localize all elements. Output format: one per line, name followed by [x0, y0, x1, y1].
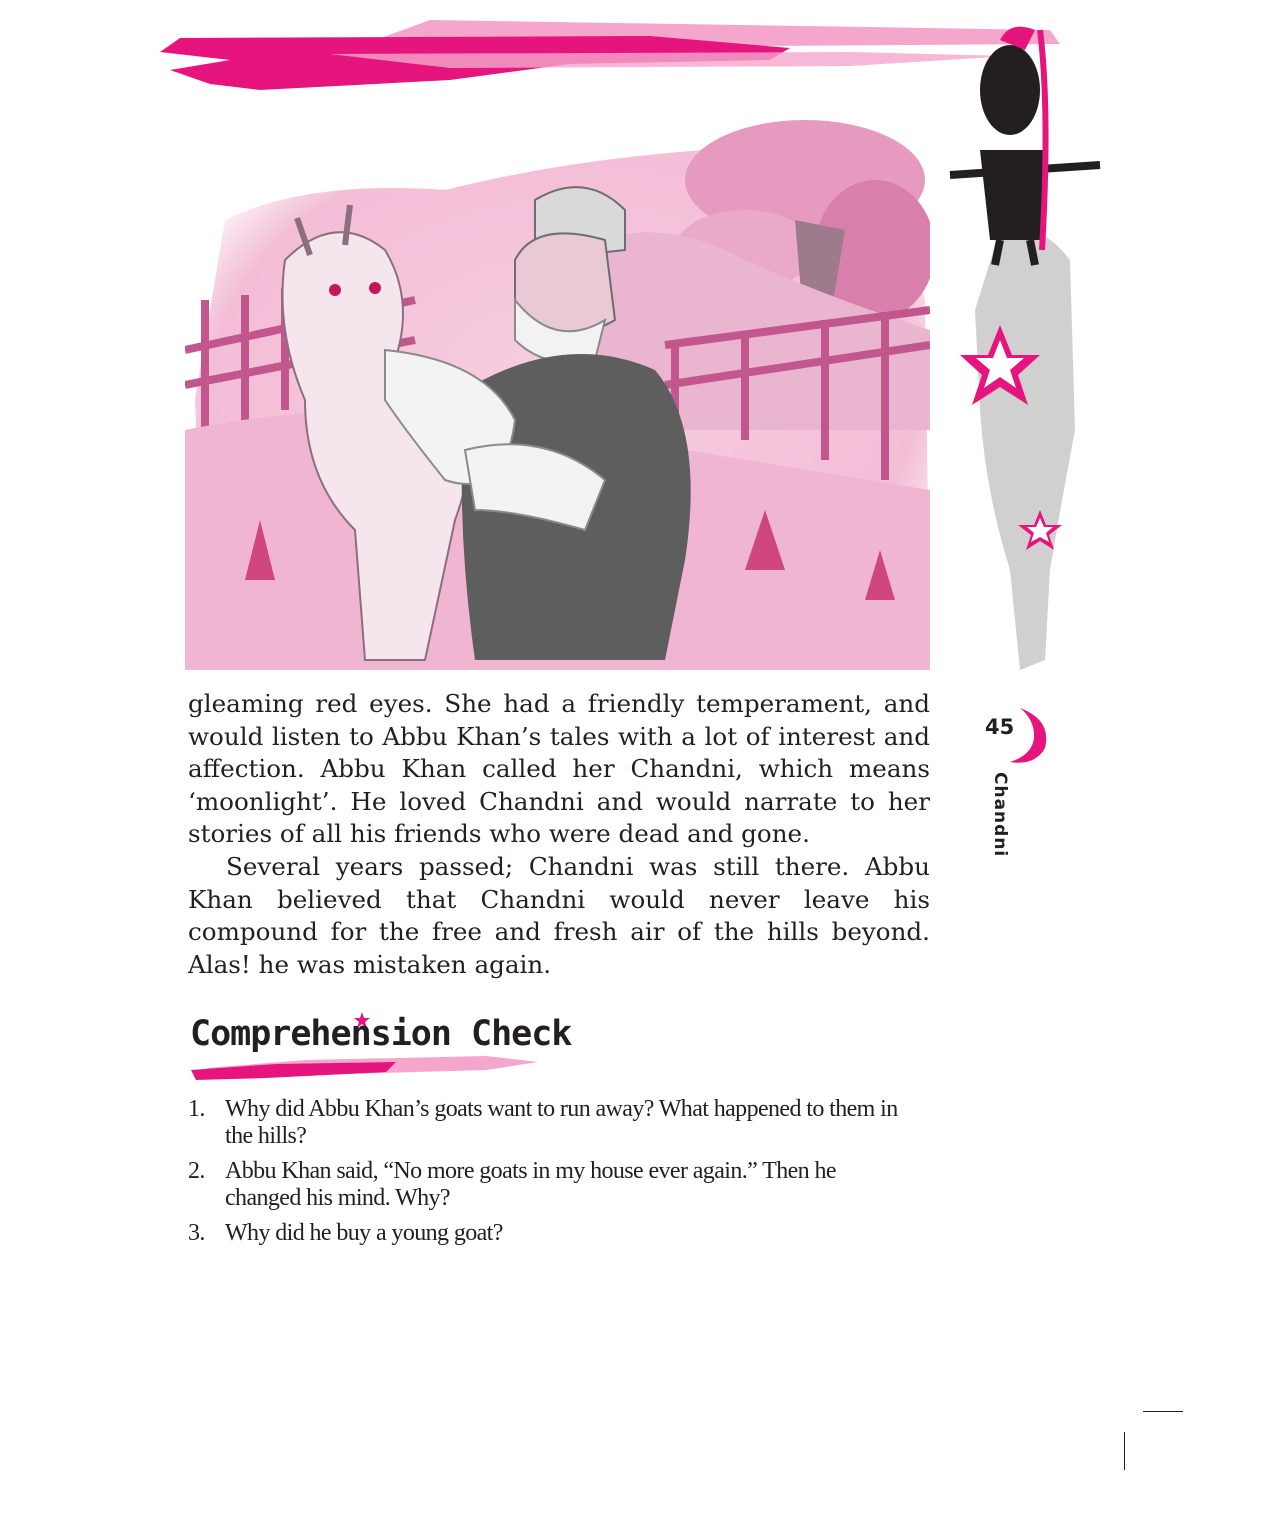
question-text: Abbu Khan said, “No more goats in my house ever again.” Then he changed his mind. Why?: [225, 1158, 836, 1211]
paragraph: gleaming red eyes. She had a friendly temperament, and would listen to Abbu Khan’s tales with a lot of interest and affection. Abbu Khan called her Chandni, which means ‘moonlight’. He loved Chandni and would narrate to her stories of all his friends who were dead and gone.: [188, 689, 930, 849]
question-text: Why did Abbu Khan’s goats want to run away? What happened to them in the hills?: [225, 1096, 898, 1149]
scarecrow-silhouette-icon: [950, 27, 1100, 265]
list-item: [188, 1096, 908, 1150]
old-man-hugging-goat-illustration: [185, 100, 930, 670]
crop-mark: [1124, 1432, 1125, 1470]
side-decorative-strip: [940, 10, 1110, 710]
crescent-moon-icon: [1000, 700, 1050, 770]
list-item: [188, 1220, 908, 1247]
list-item: [188, 1158, 908, 1212]
question-number: 2.: [188, 1158, 205, 1184]
section-title: Comprehension Check: [190, 1014, 572, 1054]
story-text: [188, 688, 930, 981]
crop-mark: [1143, 1411, 1183, 1412]
question-number: 3.: [188, 1220, 205, 1246]
question-text: Why did he buy a young goat?: [225, 1220, 503, 1246]
chapter-name: Chandni: [990, 772, 1010, 858]
question-number: 1.: [188, 1096, 205, 1122]
page-number: 45: [985, 715, 1015, 739]
comprehension-heading: [186, 1010, 572, 1085]
paragraph: Several years passed; Chandni was still there. Abbu Khan believed that Chandni would never leave his compound for the free and fresh air of the hills beyond. Alas! he was mistaken again.: [188, 851, 930, 979]
top-brush-banner: [150, 8, 1070, 100]
question-list: [188, 1096, 908, 1255]
